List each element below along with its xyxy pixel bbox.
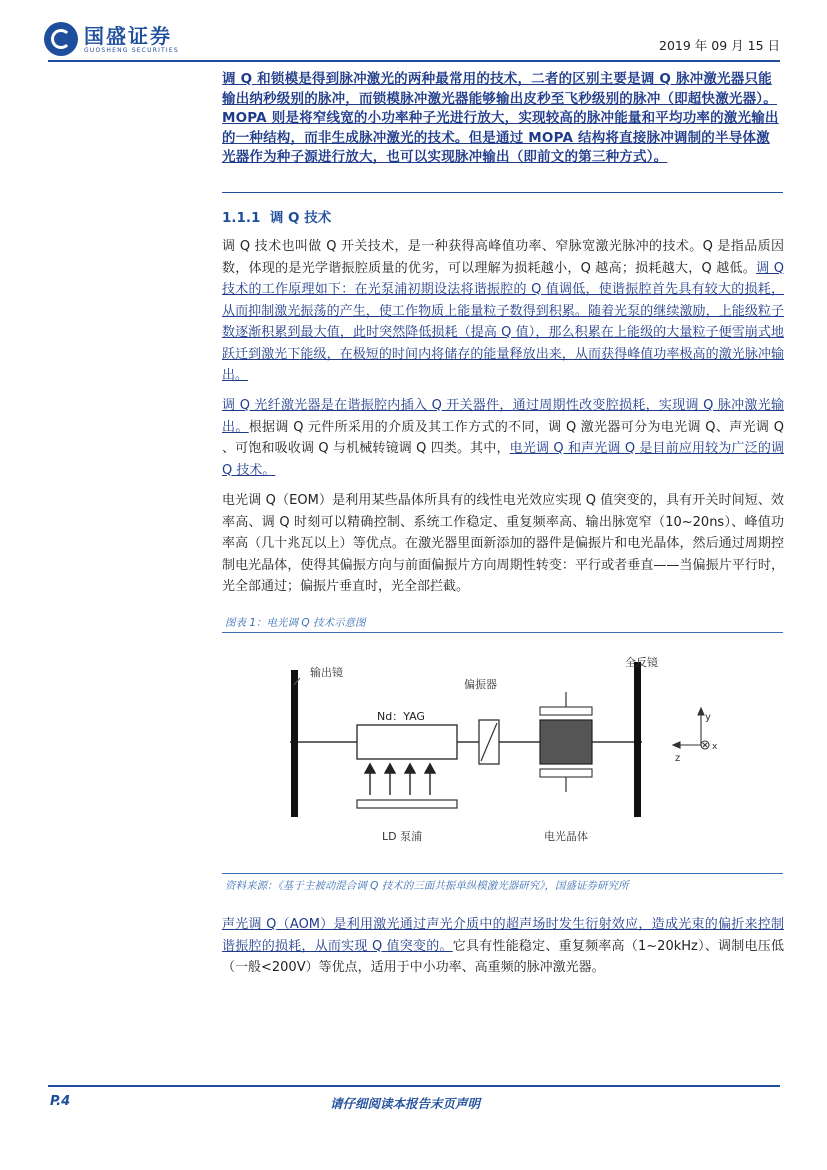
coordinate-axes-icon bbox=[673, 708, 709, 749]
output-mirror bbox=[291, 670, 298, 817]
para1-underlined-text: 调 Q 技术的工作原理如下：在光泵浦初期设法将谐振腔的 Q 值调低，使谐振腔首先具有较大的损耗，从而抑制激光振荡的产生，使工作物质上能量粒子数得到积累。随着光泵的继续激励，上能级粒子数逐渐积累到最大值，此时突然降低损耗（提高 Q 值），那么积累在上能级的大量粒子便雪崩式地跃迁到激光下能级，在极短的时间内将储存的能量释放出来，从而获得峰值功率极高的激光脉冲输出。 bbox=[222, 260, 784, 383]
eom-q-switch-diagram bbox=[222, 640, 783, 870]
logo-mark-icon bbox=[44, 22, 78, 56]
axis-z-label: z bbox=[675, 753, 681, 764]
nd-yag-rod bbox=[357, 725, 457, 759]
logo-english: GUOSHENG SECURITIES bbox=[84, 46, 179, 54]
logo-name: 国盛证券 bbox=[84, 23, 172, 48]
para2-underlined-text-1: 调 Q 光纤激光器是在谐振腔内插入 Q 开关器件，通过周期性改变腔损耗，实现调 Q 脉冲激光输出。 bbox=[222, 398, 784, 435]
axis-x-label: x bbox=[712, 742, 718, 752]
full-mirror-label: 全反镜 bbox=[625, 656, 658, 669]
footer-disclaimer-note: 请仔细阅读本报告末页声明 bbox=[330, 1096, 481, 1111]
para1-text: 调 Q 技术也叫做 Q 开关技术，是一种获得高峰值功率、窄脉宽激光脉冲的技术。Q 是指品质因数，体现的是光学谐振腔质量的优劣，可以理解为损耗越小，Q 越高；损耗越大，Q 越低。 bbox=[222, 239, 784, 276]
figure-top-rule bbox=[222, 632, 783, 633]
section-number: 1.1.1 bbox=[222, 210, 261, 226]
paragraph-eom bbox=[222, 490, 784, 598]
section-title: 调 Q 技术 bbox=[269, 210, 332, 226]
intro-summary-text: 调 Q 和锁模是得到脉冲激光的两种最常用的技术，二者的区别主要是调 Q 脉冲激光器只能输出纳秒级别的脉冲，而锁模脉冲激光器能够输出皮秒至飞秒级别的脉冲（即超快激光器）。MOPA 则是将窄线宽的小功率种子光进行放大，实现较高的脉冲能量和平均功率的激光输出的一种结构，而非生成脉冲激光的技术。但是通过 MOPA 结构将直接脉冲调制的半导体激光器作为种子源进行放大，也可以实现脉冲输出（即前文的第三种方式）。 bbox=[222, 71, 779, 166]
output-mirror-label: 输出镜 bbox=[310, 666, 343, 679]
paragraph-q-switch-fiber bbox=[222, 395, 784, 481]
footer-divider bbox=[48, 1085, 780, 1087]
para2-underlined-text-2: 电光调 Q 和声光调 Q 是目前应用较为广泛的调 Q 技术。 bbox=[222, 441, 784, 478]
para4-text: 它具有性能稳定、重复频率高（1~20kHz）、调制电压低（一般<200V）等优点，适用于中小功率、高重频的脉冲激光器。 bbox=[222, 938, 784, 975]
ld-pump-bar bbox=[357, 800, 457, 808]
header-divider bbox=[48, 60, 780, 62]
para3-text: 电光调 Q（EOM）是利用某些晶体所具有的线性电光效应实现 Q 值突变的，具有开关时间短、效率高、调 Q 时刻可以精确控制、系统工作稳定、重复频率高、输出脉宽窄（10~20ns）、峰值功率高（几十兆瓦以上）等优点。在激光器里面新添加的器件是偏振片和电光晶体，然后通过周期控制电光晶体，使得其偏振方向与前面偏振片方向周期性转变：平行或者垂直——当偏振片平行时，光全部通过；偏振片垂直时，光全部拦截。 bbox=[222, 493, 784, 594]
axis-y-label: y bbox=[705, 712, 711, 723]
pump-arrows bbox=[365, 764, 435, 795]
report-date: 2019 年 09 月 15 日 bbox=[659, 38, 780, 53]
full-mirror bbox=[634, 662, 641, 817]
crystal-label: 电光晶体 bbox=[544, 830, 588, 843]
para2-text: 根据调 Q 元件所采用的介质及其工作方式的不同，调 Q 激光器可分为电光调 Q、声光调 Q 、可饱和吸收调 Q 与机械转镜调 Q 四类。其中， bbox=[222, 419, 784, 456]
paragraph-aom bbox=[222, 914, 784, 979]
intro-summary-box bbox=[222, 70, 783, 186]
intro-box-divider bbox=[222, 192, 783, 193]
section-heading bbox=[222, 206, 331, 226]
company-logo bbox=[44, 22, 179, 56]
polarizer-label: 偏振器 bbox=[464, 678, 497, 691]
electro-optic-crystal bbox=[540, 720, 592, 764]
figure-source: 资料来源：《基于主被动混合调 Q 技术的三面共振单纵模激光器研究》，国盛证券研究所 bbox=[225, 880, 629, 892]
pump-label: LD 泵浦 bbox=[382, 830, 423, 843]
figure-bottom-rule bbox=[222, 873, 783, 874]
page-number: P.4 bbox=[50, 1094, 71, 1109]
gain-medium-label: Nd：YAG bbox=[377, 710, 425, 723]
figure-caption: 图表 1：电光调 Q 技术示意图 bbox=[225, 617, 366, 629]
paragraph-q-switch-intro bbox=[222, 236, 784, 387]
para4-underlined-text: 声光调 Q（AOM）是利用激光通过声光介质中的超声场时发生衍射效应，造成光束的偏折来控制谐振腔的损耗，从而实现 Q 值突变的。 bbox=[222, 917, 784, 954]
